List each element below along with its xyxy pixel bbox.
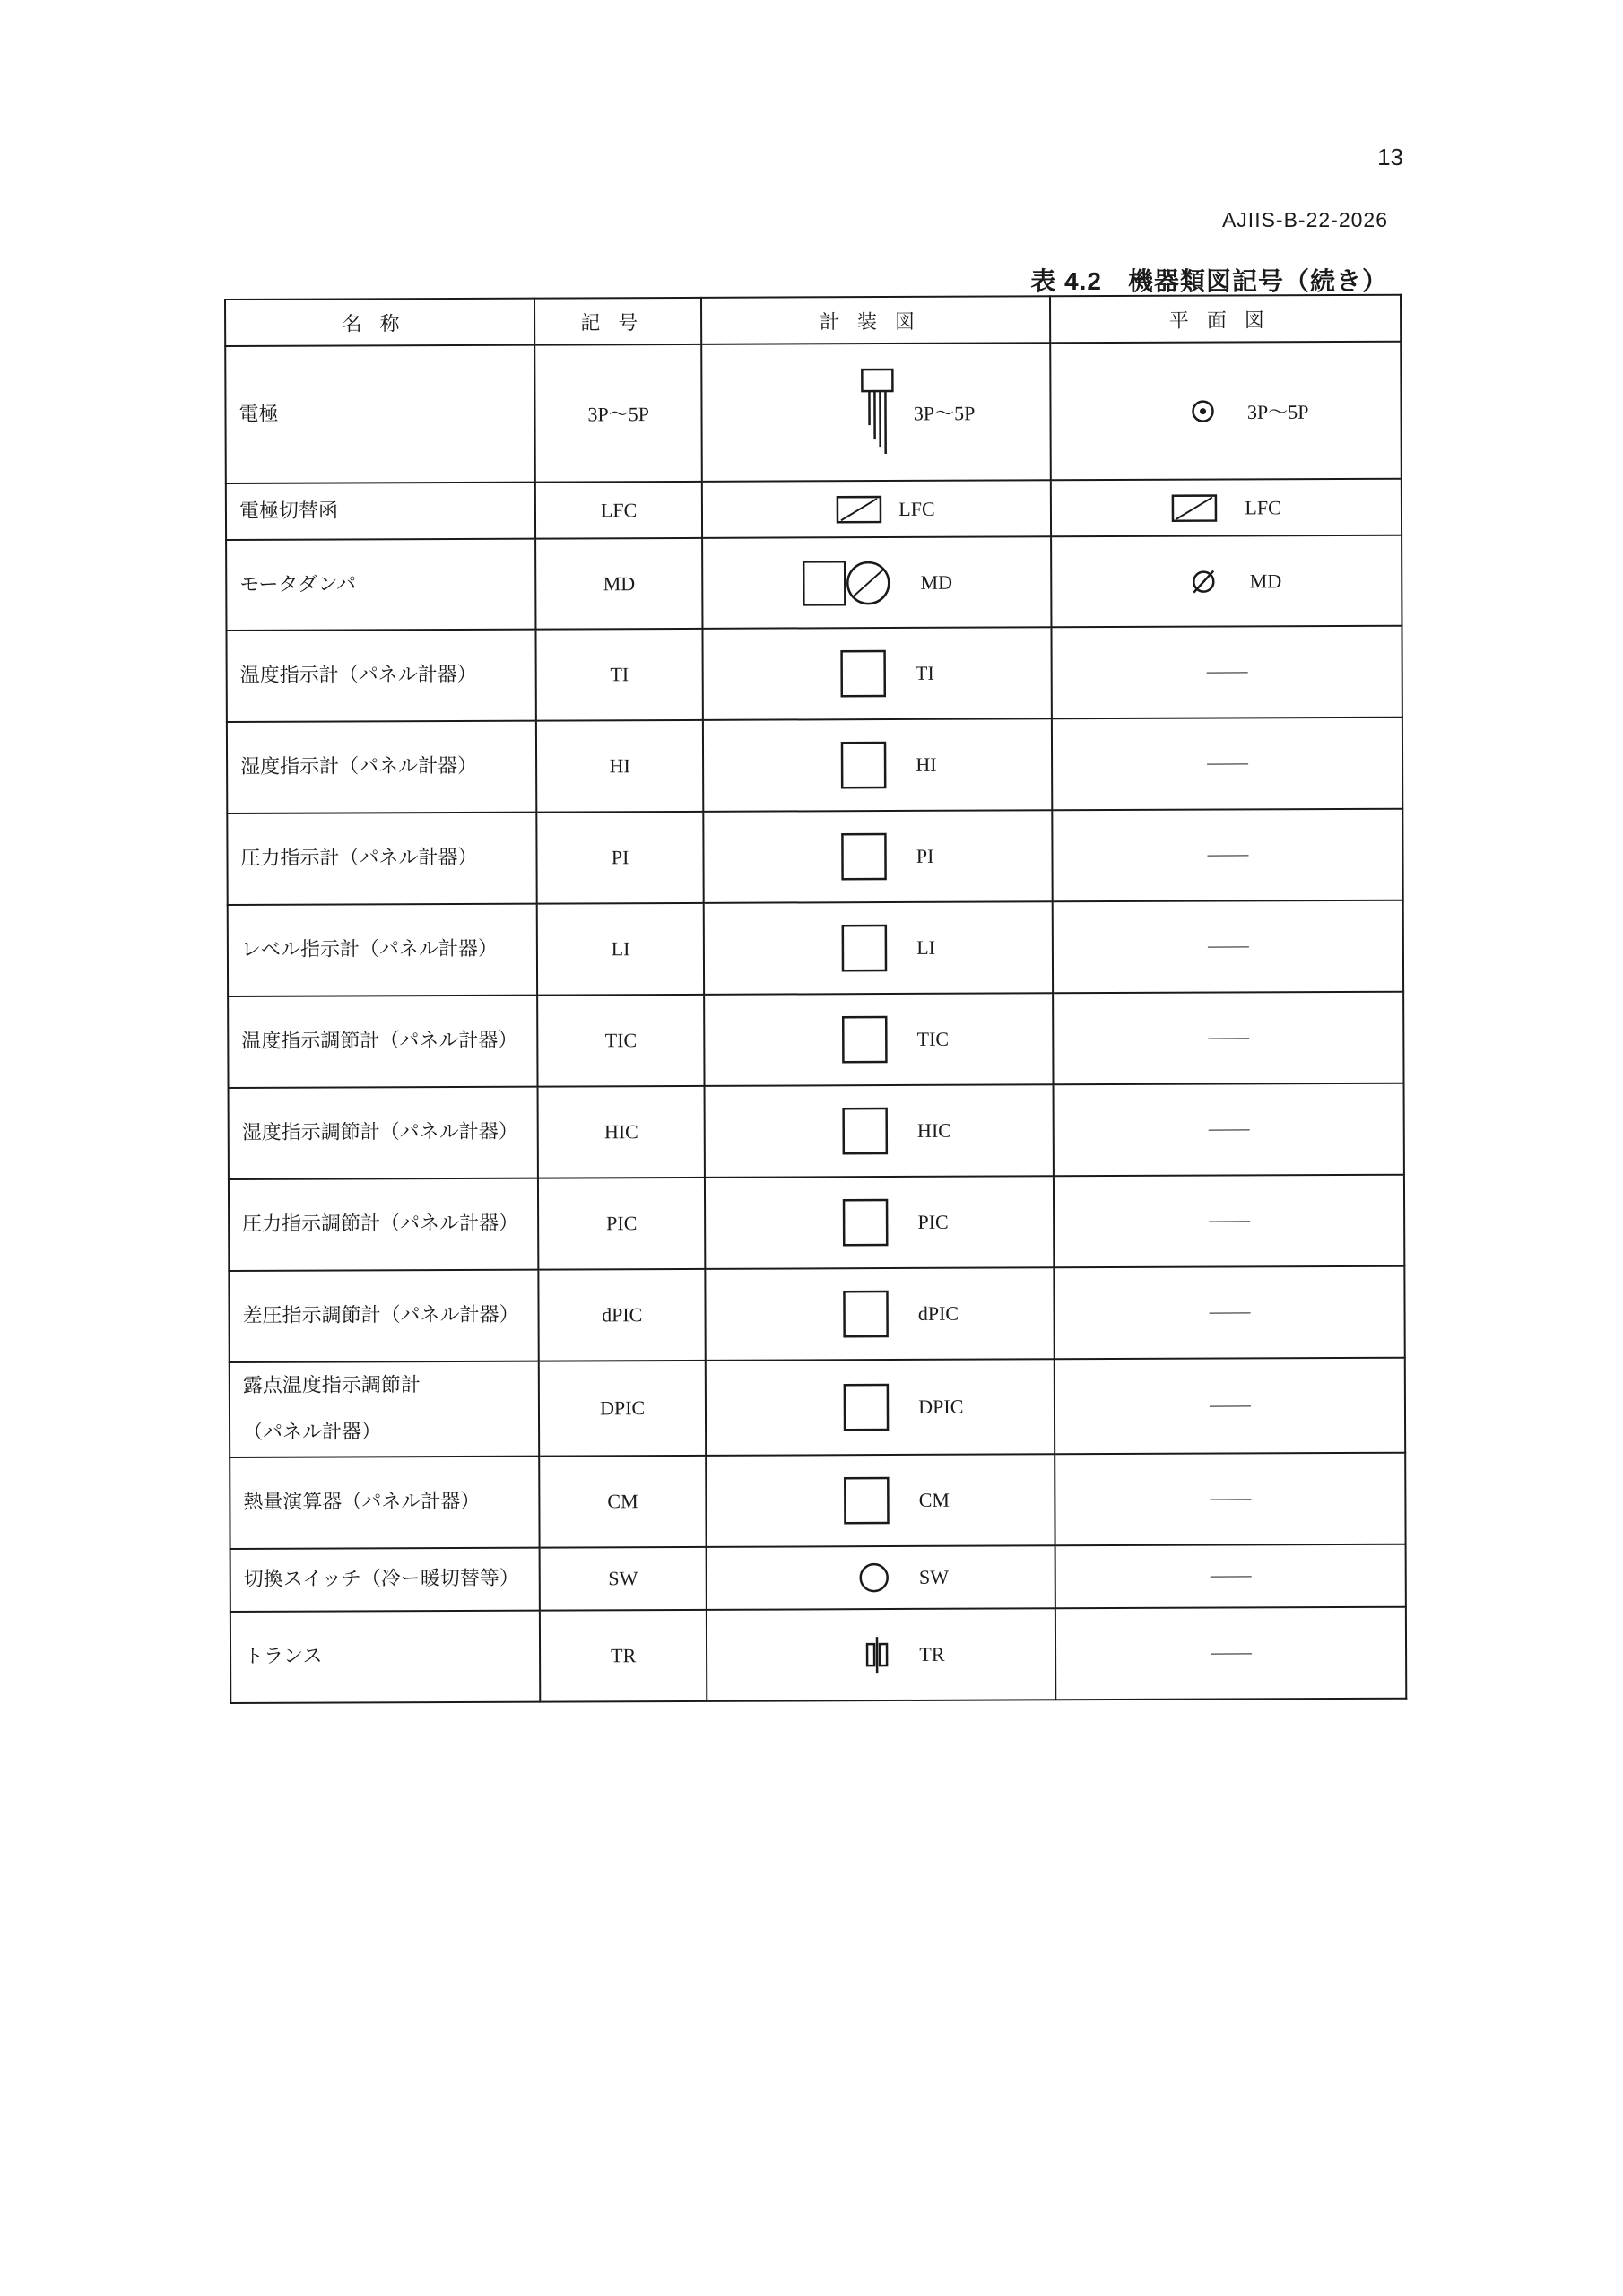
dash-mark [1206,672,1247,673]
instrument-symbol-label: MD [920,570,953,594]
symbol-code: TR [540,1610,707,1702]
square-icon [840,741,887,789]
instrument-symbol-label: LI [916,935,936,959]
instrument-symbol-cell [702,536,1052,629]
dot-circle-icon [1191,398,1216,423]
equipment-name: 電極 [239,403,279,426]
plan-symbol-cell [1055,1358,1405,1455]
table-row [230,1453,1405,1549]
electrode-icon [861,367,897,457]
equipment-name-cell [225,345,535,483]
motor-damper-icon [802,558,891,608]
dash-mark [1209,1312,1250,1313]
header-plan-view: 平面図 [1050,295,1401,344]
symbol-code: PIC [538,1178,706,1270]
equipment-symbol-table [224,294,1407,1704]
table-row [230,1544,1406,1612]
instrument-symbol-cell [707,1608,1056,1701]
symbol-code: LFC [535,482,703,539]
dash-mark [1210,1576,1251,1577]
table-row [228,900,1403,996]
equipment-name: 電極切替函 [239,499,339,523]
plan-symbol-cell [1051,479,1402,537]
table-row [226,479,1402,540]
plan-symbol-cell [1053,809,1403,902]
equipment-name: 圧力指示計（パネル計器） [240,846,478,870]
square-icon [843,1290,890,1338]
instrument-symbol-label: DPIC [918,1395,964,1418]
square-icon [842,1107,889,1155]
equipment-name: 切換スイッチ（冷ー暖切替等） [243,1567,519,1591]
equipment-name-cell [230,1457,539,1549]
instrument-symbol-label: HIC [916,1118,951,1142]
table-title: 表 4.2 機器類図記号（続き） [1030,267,1388,295]
symbol-code: PI [536,812,704,904]
symbol-code: HI [536,720,704,813]
instrument-symbol-label: PI [916,844,934,867]
equipment-name: レベル指示計（パネル計器） [240,937,498,961]
table-row [229,1266,1404,1362]
symbol-code: LI [537,903,705,996]
instrument-symbol-label: SW [918,1565,950,1588]
equipment-name: 熱量演算器（パネル計器） [243,1490,481,1514]
header-symbol: 記号 [534,298,702,345]
square-icon [842,1198,889,1247]
plan-symbol-cell [1054,1083,1404,1177]
equipment-name-cell [230,1611,540,1703]
circle-icon [858,1561,890,1594]
square-icon [843,1383,890,1431]
table-row [230,1607,1406,1703]
header-name: 名称 [225,299,534,346]
symbol-code: SW [540,1547,707,1611]
table-row [229,1083,1404,1179]
equipment-name-cell [229,1087,538,1179]
plan-symbol-cell [1054,1175,1404,1268]
dash-mark [1209,1221,1250,1222]
plan-symbol-cell [1055,1453,1406,1546]
instrument-symbol-cell [706,1454,1055,1547]
equipment-name: 露点温度指示調節計 [242,1374,421,1397]
equipment-name: 湿度指示計（パネル計器） [240,754,478,778]
instrument-symbol-cell [703,718,1053,812]
square-icon [840,649,887,698]
plan-symbol-cell [1052,718,1402,811]
switch-box-icon [836,495,882,524]
header-instrument-diagram: 計装図 [701,296,1050,344]
instrument-symbol-label: TIC [916,1027,950,1050]
slashed-circle-icon [1191,568,1218,595]
instrument-symbol-label: TR [919,1642,945,1665]
dash-mark [1208,946,1249,947]
equipment-name: 湿度指示調節計（パネル計器） [241,1120,518,1144]
plan-symbol-label: MD [1249,569,1282,592]
instrument-symbol-label: LFC [898,497,935,520]
equipment-name-cell [229,1270,538,1362]
switch-box-icon [1171,493,1218,522]
dash-mark [1207,763,1248,764]
equipment-name: トランス [244,1645,323,1668]
plan-symbol-label: LFC [1245,495,1281,518]
table-row [225,342,1402,483]
square-icon [841,924,888,972]
table-row [227,718,1402,813]
table-row [226,535,1402,631]
square-icon [841,832,888,881]
equipment-name-cell [230,1548,540,1612]
plan-symbol-cell [1052,626,1402,719]
table-row [227,809,1402,905]
instrument-symbol-cell [702,480,1051,538]
equipment-name-cell [227,813,536,905]
instrument-symbol-cell [704,901,1054,995]
instrument-symbol-label: dPIC [917,1301,959,1325]
instrument-symbol-label: 3P～5P [913,401,976,424]
plan-symbol-cell [1055,1544,1406,1609]
instrument-symbol-cell [702,343,1052,482]
plan-symbol-cell [1055,1607,1406,1700]
equipment-name: 圧力指示調節計（パネル計器） [242,1212,519,1236]
document-id: AJIIS-B-22-2026 [1221,208,1388,231]
square-icon [842,1015,889,1064]
equipment-name-cell [226,483,535,540]
equipment-name: 温度指示調節計（パネル計器） [241,1029,518,1053]
equipment-name-cell [227,721,536,813]
dash-mark [1208,1129,1249,1130]
dash-mark [1211,1653,1252,1654]
instrument-symbol-cell [704,993,1054,1086]
plan-symbol-cell [1054,992,1404,1085]
equipment-name: 温度指示計（パネル計器） [239,663,477,687]
symbol-code: 3P～5P [534,344,702,483]
equipment-name-cell [230,1361,539,1457]
plan-symbol-cell [1052,535,1402,628]
symbol-code: dPIC [538,1269,706,1361]
dash-mark [1207,855,1248,856]
transformer-icon [864,1635,890,1674]
dash-mark [1210,1405,1251,1406]
equipment-name-cell [228,904,537,996]
symbol-table-container [224,294,1407,1713]
instrument-symbol-cell [703,627,1053,720]
plan-symbol-cell [1053,900,1403,994]
plan-symbol-cell [1051,342,1402,481]
symbol-code: TIC [537,995,705,1087]
square-icon [844,1476,890,1525]
equipment-name-cell [228,996,537,1088]
instrument-symbol-label: HI [916,752,937,776]
page-number: 13 [1377,144,1403,170]
table-row [229,1175,1404,1271]
plan-symbol-label: 3P～5P [1246,400,1309,423]
instrument-symbol-cell [705,1176,1055,1269]
table-header-row [225,295,1401,346]
instrument-symbol-cell [706,1359,1055,1456]
equipment-name: 差圧指示調節計（パネル計器） [242,1303,519,1327]
table-row [226,626,1402,722]
equipment-name-cell [226,630,535,722]
equipment-name-line2: （パネル計器） [243,1421,382,1444]
instrument-symbol-cell [706,1267,1055,1361]
instrument-symbol-label: PIC [917,1210,949,1233]
equipment-name: モータダンパ [239,572,357,596]
dash-mark [1208,1038,1249,1039]
instrument-symbol-cell [705,1084,1055,1178]
dash-mark [1210,1499,1251,1500]
instrument-symbol-label: CM [918,1488,950,1511]
equipment-name-cell [229,1178,538,1271]
equipment-name-cell [226,539,535,631]
symbol-code: HIC [538,1086,706,1178]
instrument-symbol-cell [707,1545,1055,1610]
instrument-symbol-cell [704,810,1054,903]
symbol-code: TI [535,629,703,721]
instrument-symbol-label: TI [915,661,934,684]
plan-symbol-cell [1055,1266,1405,1360]
table-row [228,992,1403,1088]
symbol-code: DPIC [539,1361,707,1457]
symbol-code: CM [539,1456,707,1548]
table-row [230,1358,1405,1457]
symbol-code: MD [535,538,703,630]
